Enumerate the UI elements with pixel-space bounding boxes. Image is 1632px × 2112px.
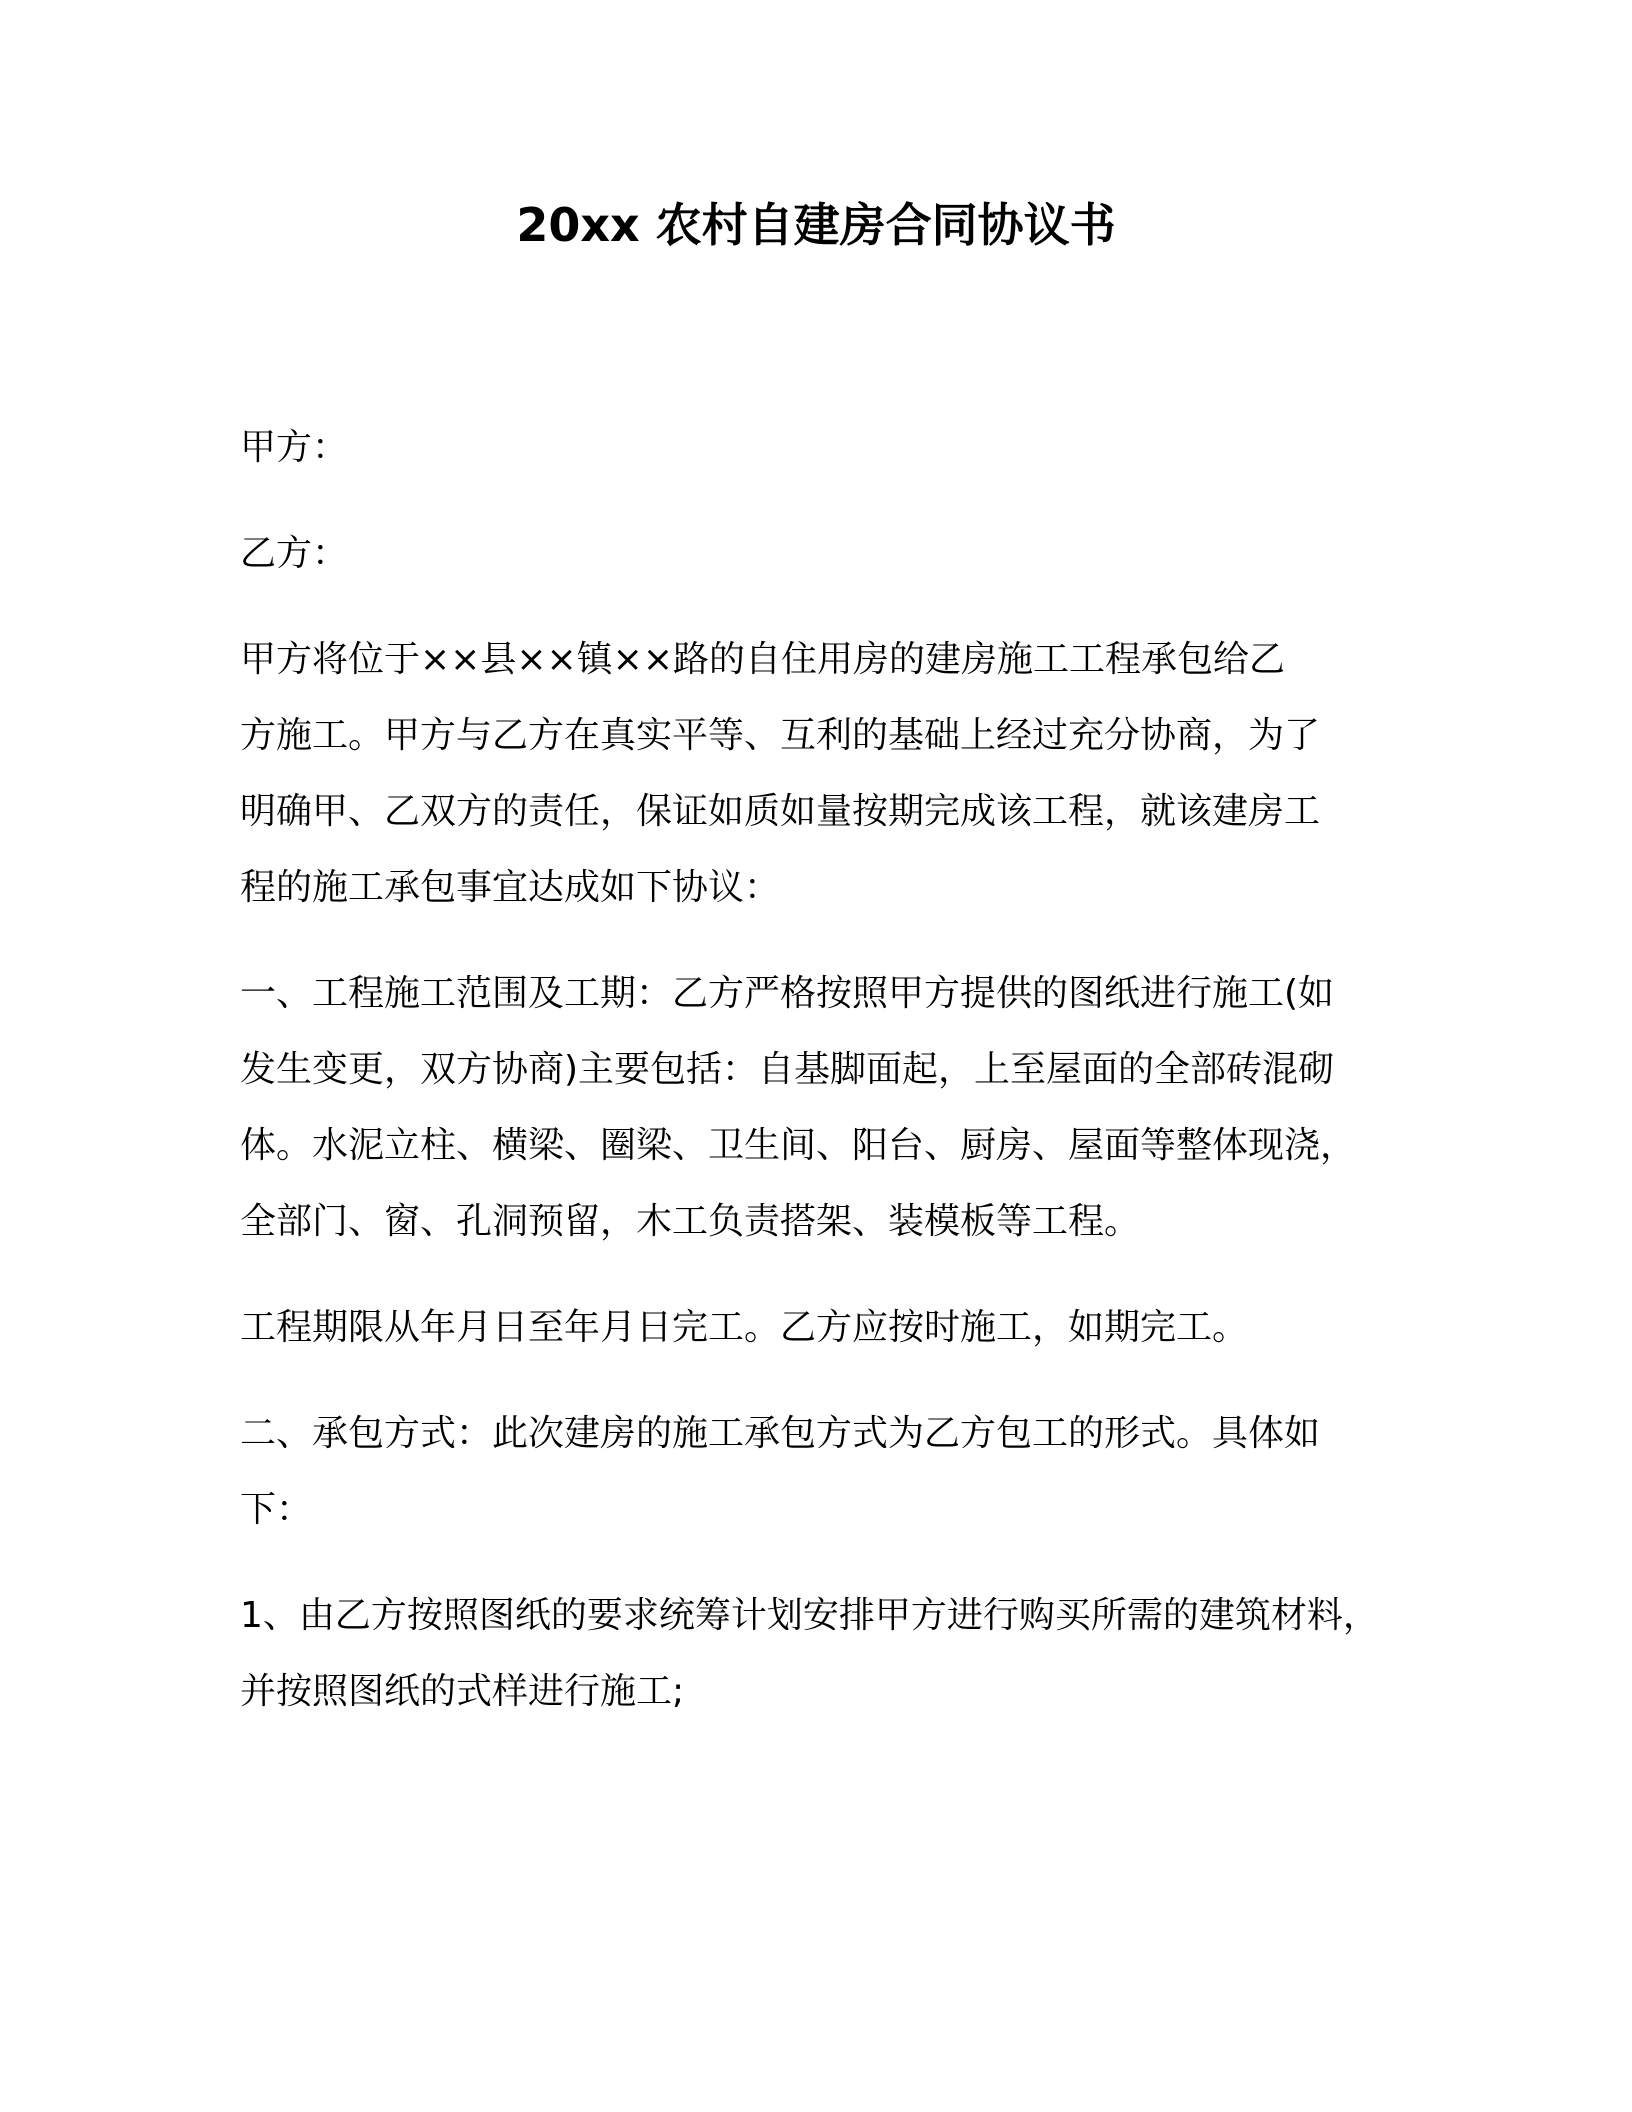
section-1-line: 全部门、窗、孔洞预留，木工负责搭架、装模板等工程。: [240, 1201, 1141, 1242]
section-1-paragraph: [240, 956, 1410, 1260]
party-a-label: 甲方：: [240, 427, 349, 468]
intro-line: 明确甲、乙双方的责任，保证如质如量按期完成该工程，就该建房工: [240, 791, 1321, 832]
item-1-line: 并按照图纸的式样进行施工;: [240, 1671, 685, 1712]
schedule-line: 工程期限从年月日至年月日完工。乙方应按时施工，如期完工。: [240, 1307, 1249, 1348]
item-1-line: 1、由乙方按照图纸的要求统筹计划安排甲方进行购买所需的建筑材料，: [240, 1595, 1379, 1636]
schedule-paragraph: [240, 1290, 1410, 1366]
section-1-line: 发生变更，双方协商)主要包括：自基脚面起，上至屋面的全部砖混砌: [240, 1049, 1335, 1090]
document-body: [240, 410, 1410, 1760]
section-1-line: 一、工程施工范围及工期：乙方严格按照甲方提供的图纸进行施工(如: [240, 973, 1335, 1014]
section-2-line: 下：: [240, 1489, 313, 1530]
document-title: 20xx 农村自建房合同协议书: [516, 198, 1116, 252]
section-2-line: 二、承包方式：此次建房的施工承包方式为乙方包工的形式。具体如: [240, 1413, 1321, 1454]
section-1-line: 体。水泥立柱、横梁、圈梁、卫生间、阳台、厨房、屋面等整体现浇，: [240, 1125, 1357, 1166]
intro-line: 方施工。甲方与乙方在真实平等、互利的基础上经过充分协商，为了: [240, 715, 1321, 756]
intro-line: 程的施工承包事宜达成如下协议：: [240, 867, 781, 908]
section-2-paragraph: [240, 1396, 1410, 1548]
item-1-paragraph: [240, 1578, 1410, 1730]
party-b-label: 乙方：: [240, 533, 349, 574]
intro-line: 甲方将位于××县××镇××路的自住用房的建房施工工程承包给乙: [240, 639, 1285, 680]
intro-paragraph: [240, 622, 1410, 926]
